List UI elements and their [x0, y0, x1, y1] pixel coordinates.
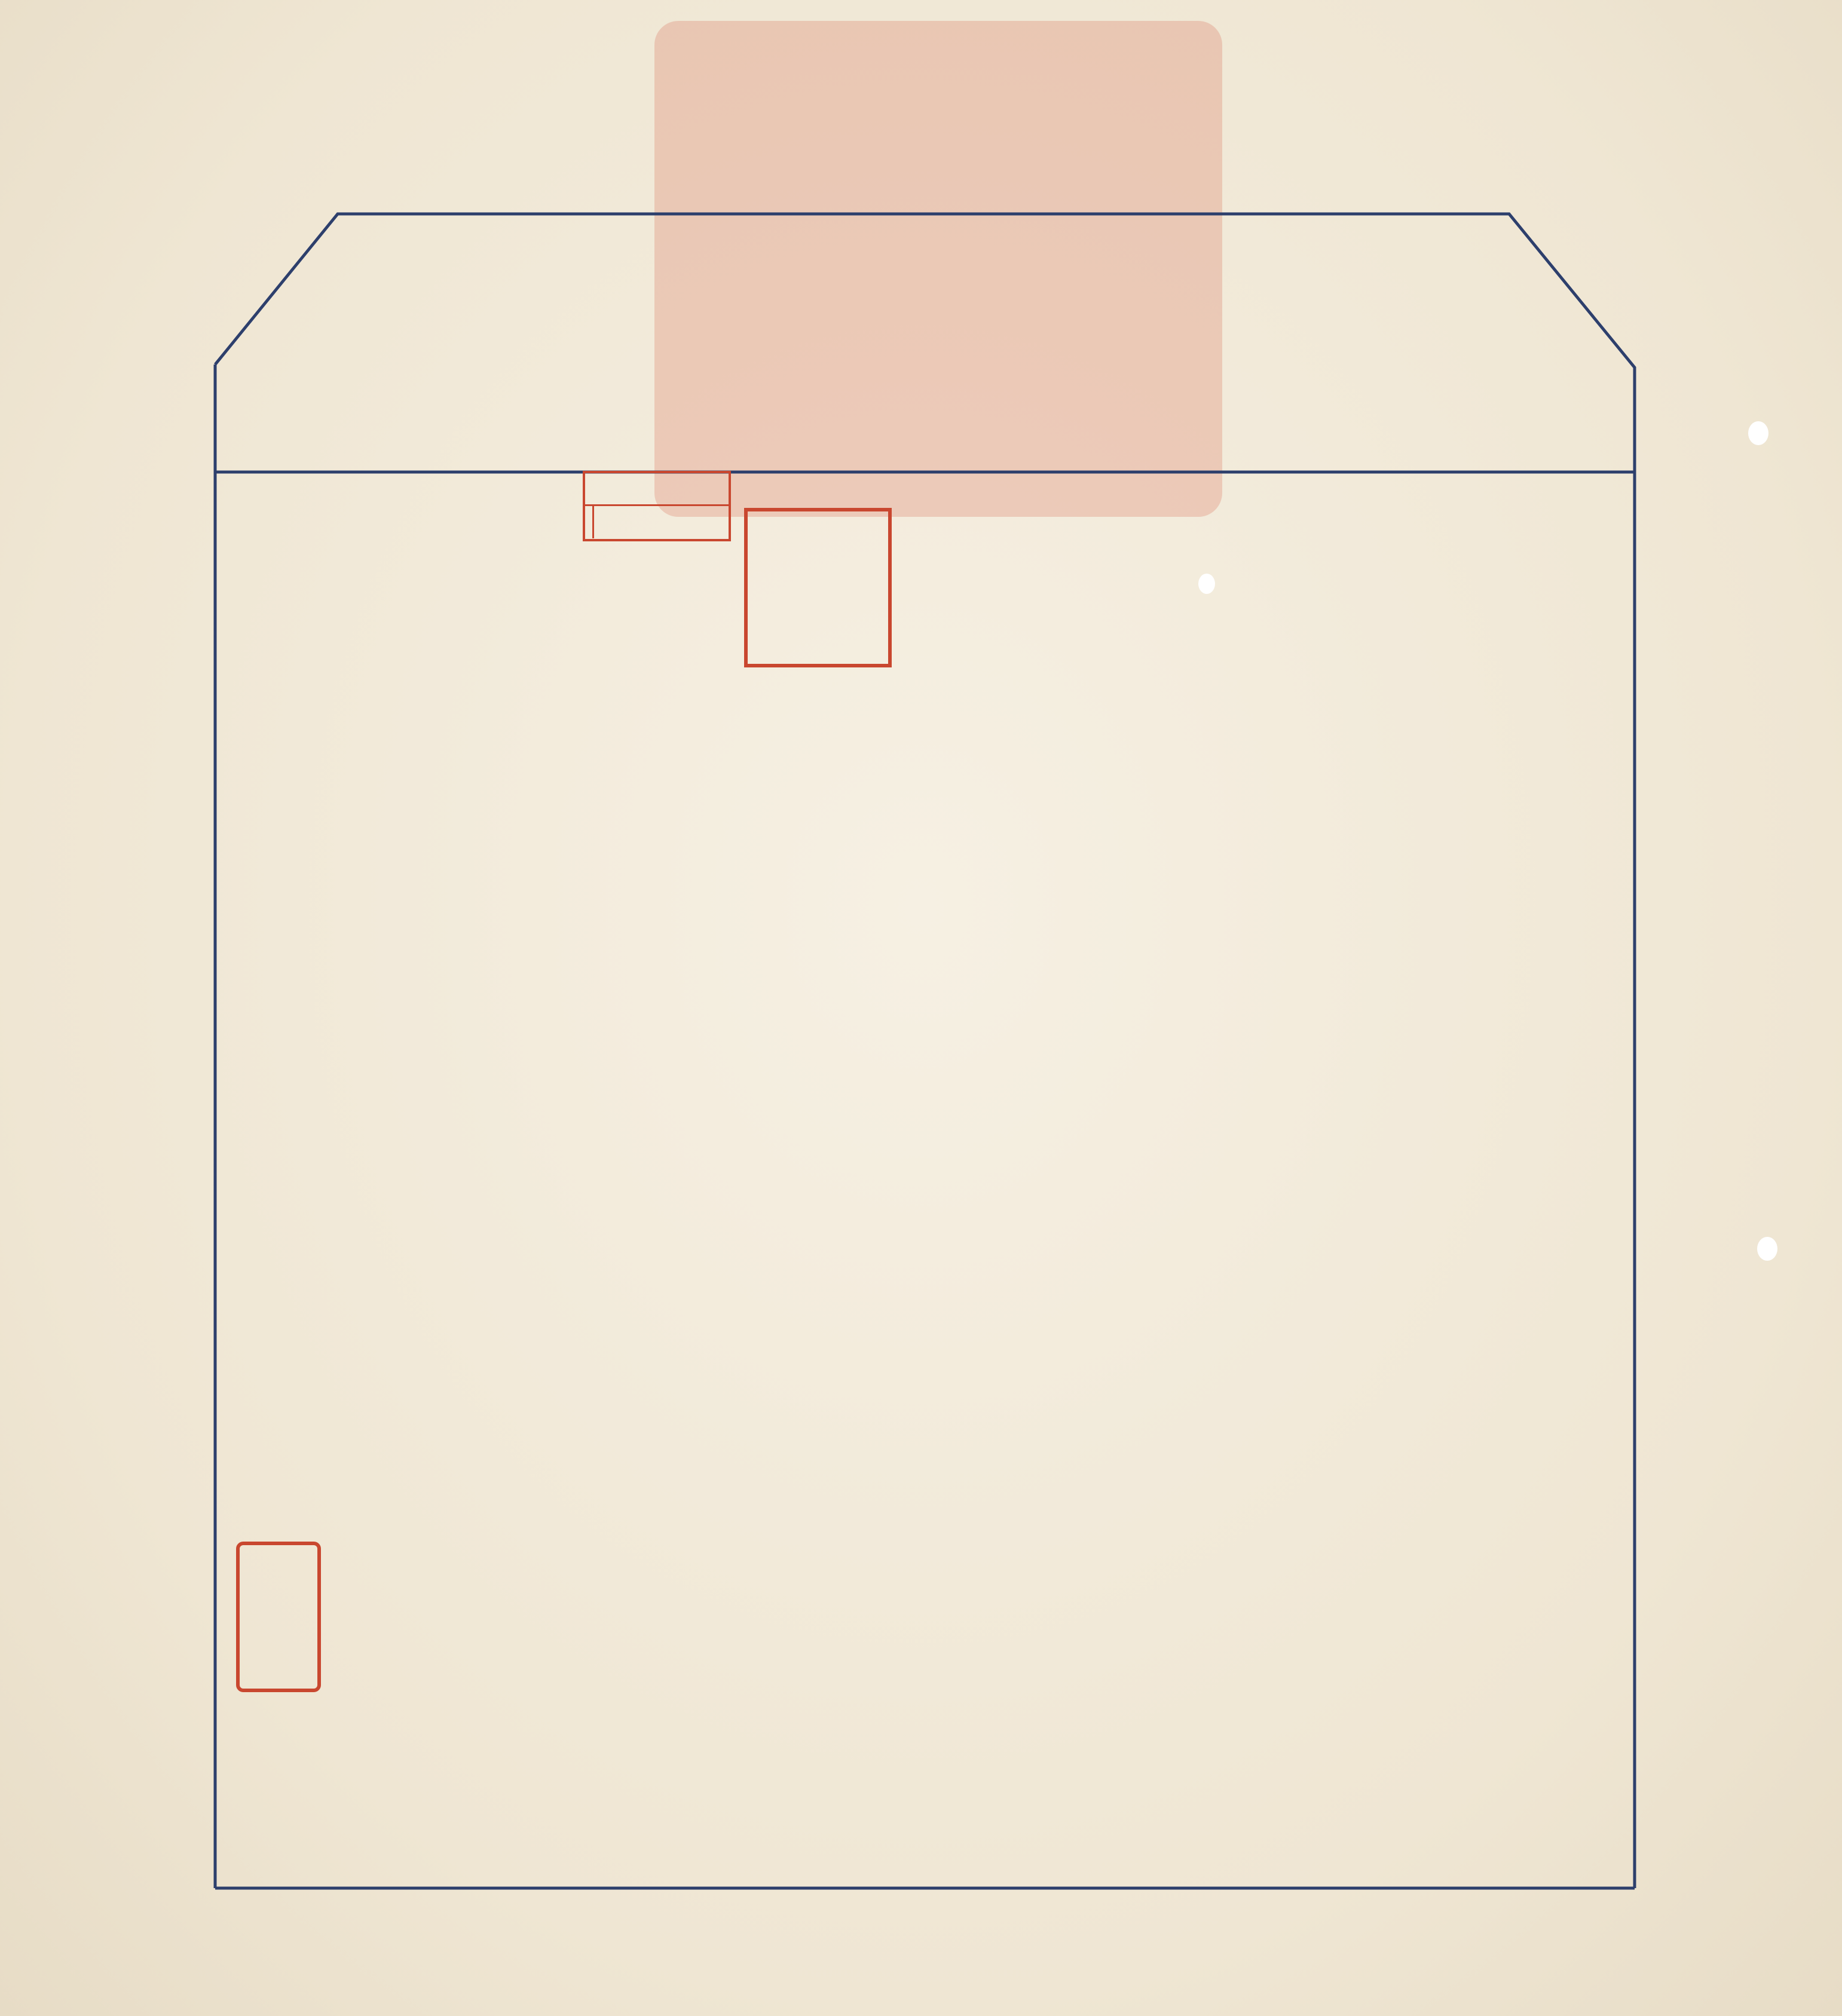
punch-hole: [1198, 574, 1215, 594]
document-title: [359, 281, 1518, 418]
footer-page-labels: [251, 1906, 634, 1960]
small-square-seal: [744, 508, 892, 667]
archive-stamp-number: [594, 506, 612, 538]
archive-stamp-label: [585, 506, 594, 538]
date-column: [254, 490, 326, 1506]
archive-stamp: [583, 471, 731, 541]
reference-prefix: [1482, 550, 1560, 920]
issuer-seal: [236, 1542, 321, 1692]
proofread-stamp: [170, 1721, 218, 1900]
archive-stamp-top: [585, 473, 729, 506]
punch-hole: [1748, 421, 1768, 445]
punch-hole: [1757, 1237, 1777, 1261]
